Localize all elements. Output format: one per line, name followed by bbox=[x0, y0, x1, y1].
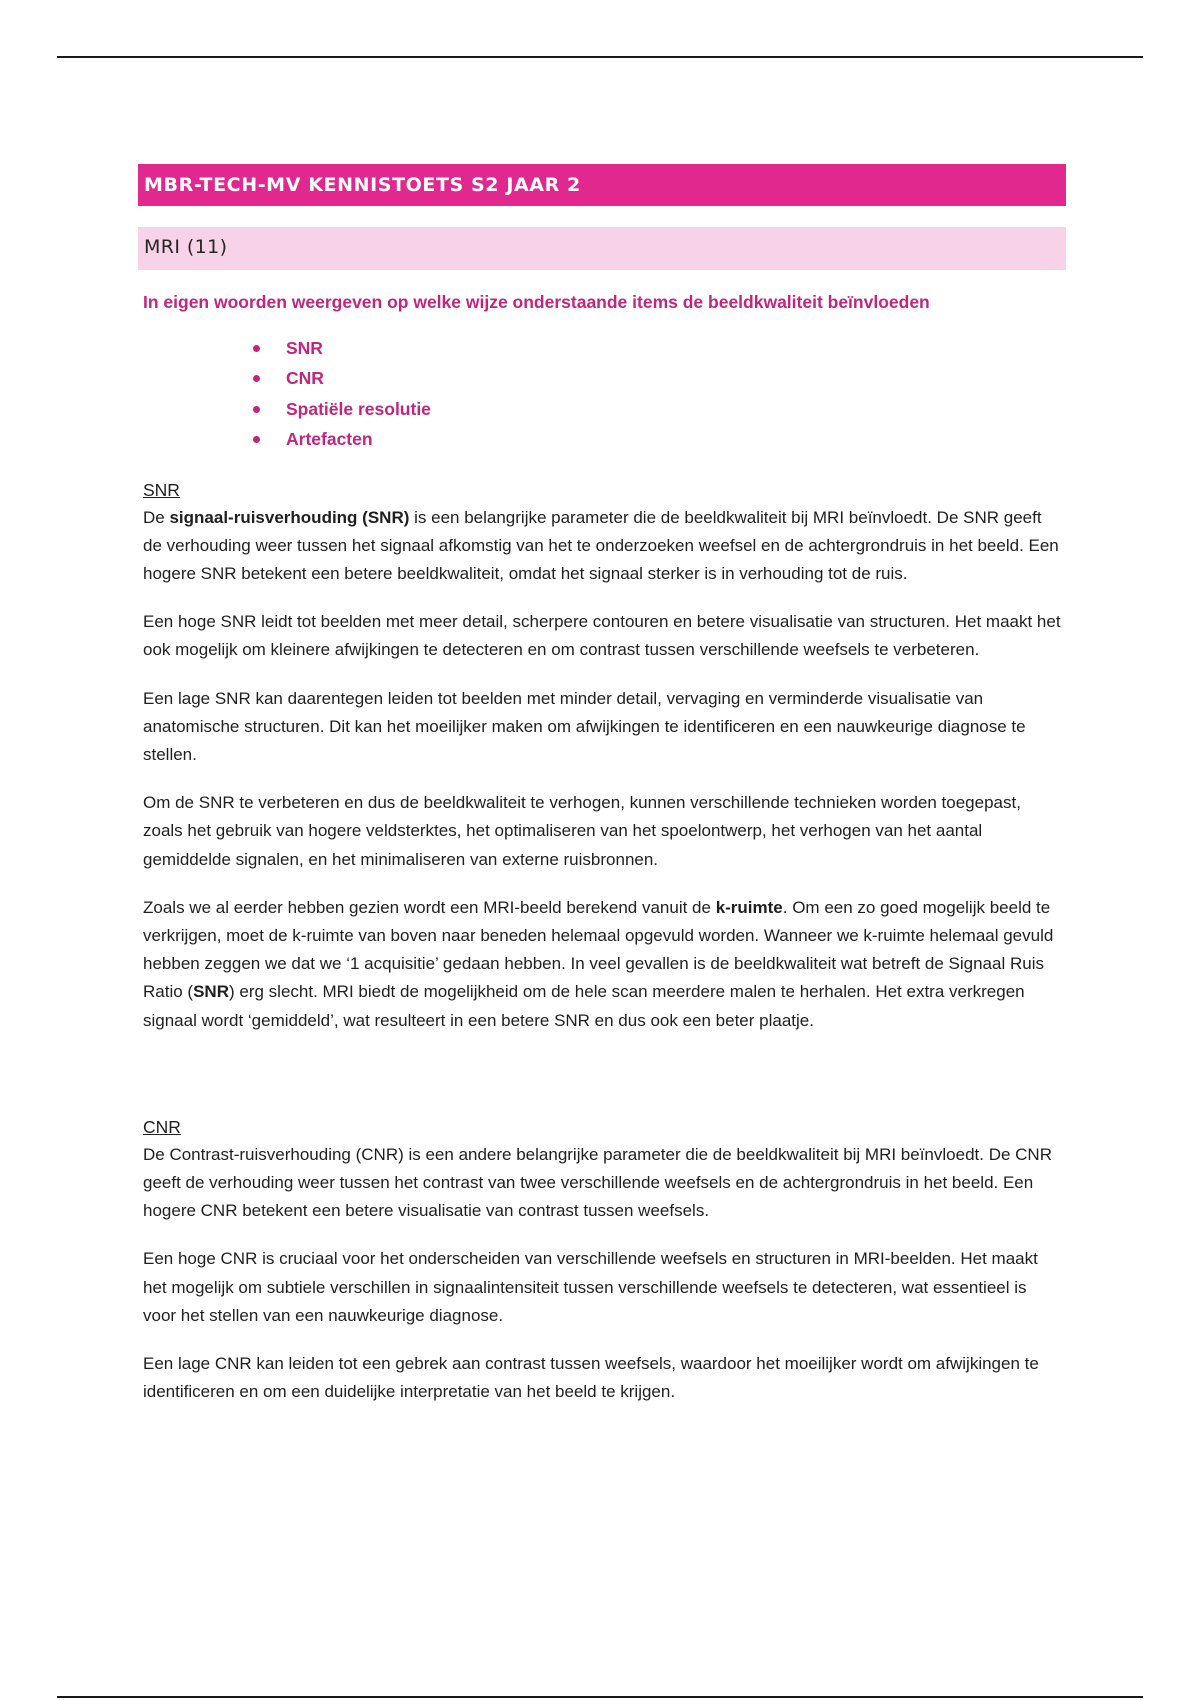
bold-term: SNR bbox=[193, 982, 229, 1002]
list-item-label: CNR bbox=[286, 368, 324, 389]
snr-section bbox=[143, 476, 1063, 1035]
bullet-icon bbox=[253, 375, 260, 382]
snr-paragraph-2: Een hoge SNR leidt tot beelden met meer detail, scherpere contouren en betere visualisatie van structuren. Het maakt het ook mogelijk om kleinere afwijkingen te detecteren en om contrast tussen verschillende weefsels te verbeteren. bbox=[143, 612, 1061, 660]
text-run: . Om een zo goed mogelijk beeld te verkrijgen, moet de k-ruimte van boven naar beneden helemaal opgevuld worden. Wanneer we k-ruimte helemaal gevuld hebben zeggen we dat we ‘1 acquisitie’ gedaan hebben. In veel gevallen is de beeldkwaliteit wat betreft de Signaal Ruis Ratio ( bbox=[143, 897, 1054, 1002]
list-item bbox=[250, 424, 1066, 454]
section-title: MRI (11) bbox=[138, 227, 1066, 270]
list-item-label: SNR bbox=[286, 338, 323, 358]
cnr-paragraph-1: De Contrast-ruisverhouding (CNR) is een andere belangrijke parameter die de beeldkwaliteit bij MRI beïnvloedt. De CNR geeft de verhouding weer tussen het contrast van twee verschillende weefsels en de achtergrondruis in het beeld. Een hogere CNR betekent een betere visualisatie van contrast tussen weefsels. bbox=[143, 1144, 1052, 1221]
bullet-icon bbox=[253, 406, 260, 413]
snr-paragraph-1 bbox=[143, 504, 1063, 589]
snr-paragraph-3: Een lage SNR kan daarentegen leiden tot beelden met minder detail, vervaging en verminderde visualisatie van anatomische structuren. Dit kan het moeilijker maken om afwijkingen te identificeren en een nauwkeurige diagnose te stellen. bbox=[143, 688, 1026, 765]
snr-heading: SNR bbox=[143, 479, 180, 500]
page-bottom-rule bbox=[57, 1696, 1143, 1698]
list-item bbox=[250, 394, 1066, 424]
snr-paragraph-5 bbox=[143, 894, 1063, 1035]
cnr-paragraph-2: Een hoge CNR is cruciaal voor het onderscheiden van verschillende weefsels en structuren in MRI-beelden. Het maakt het mogelijk om subtiele verschillen in signaalintensiteit tussen verschillende weefsels te detecteren, wat essentieel is voor het stellen van een nauwkeurige diagnose. bbox=[143, 1249, 1038, 1325]
list-item bbox=[250, 333, 1066, 363]
bold-term: k-ruimte bbox=[715, 897, 783, 917]
list-item bbox=[250, 363, 1066, 393]
snr-paragraph-4: Om de SNR te verbeteren en dus de beeldkwaliteit te verhogen, kunnen verschillende technieken worden toegepast, zoals het gebruik van hogere veldsterktes, het optimaliseren van het spoelontwerp, het verhogen van het aantal gemiddelde signalen, en het minimaliseren van externe ruisbronnen. bbox=[143, 793, 1021, 869]
text-run: is een belangrijke parameter die de beeldkwaliteit bij MRI beïnvloedt. De SNR geeft de verhouding weer tussen het signaal afkomstig van het te onderzoeken weefsel en de achtergrondruis in het beeld. Een hogere SNR betekent een betere beeldkwaliteit, omdat het signaal sterker is in verhouding tot de ruis. bbox=[143, 507, 1059, 584]
bold-term: signaal-ruisverhouding (SNR) bbox=[169, 507, 410, 527]
text-run: ) erg slecht. MRI biedt de mogelijkheid om de hele scan meerdere malen te herhalen. Het extra verkregen signaal wordt ‘gemiddeld’, wat resulteert in een betere SNR en dus ook een beter plaatje. bbox=[143, 982, 1025, 1030]
document-title: MBR-TECH-MV KENNISTOETS S2 JAAR 2 bbox=[138, 164, 1066, 206]
page-top-rule bbox=[57, 56, 1143, 58]
bullet-icon bbox=[253, 345, 260, 352]
list-item-label: Artefacten bbox=[286, 429, 373, 450]
topic-list bbox=[138, 333, 1066, 455]
text-run: De bbox=[143, 507, 170, 527]
question-text: In eigen woorden weergeven op welke wijze onderstaande items de beeldkwaliteit beïnvloeden bbox=[143, 292, 930, 312]
list-item-label: Spatiële resolutie bbox=[286, 398, 431, 419]
cnr-heading: CNR bbox=[143, 1116, 181, 1137]
cnr-section bbox=[143, 1113, 1063, 1407]
cnr-paragraph-3: Een lage CNR kan leiden tot een gebrek aan contrast tussen weefsels, waardoor het moeilijker wordt om afwijkingen te identificeren en om een duidelijke interpretatie van het beeld te krijgen. bbox=[143, 1354, 1039, 1402]
text-run: Zoals we al eerder hebben gezien wordt een MRI-beeld berekend vanuit de bbox=[143, 897, 716, 917]
document-content bbox=[138, 164, 1066, 1407]
bullet-icon bbox=[253, 436, 260, 443]
